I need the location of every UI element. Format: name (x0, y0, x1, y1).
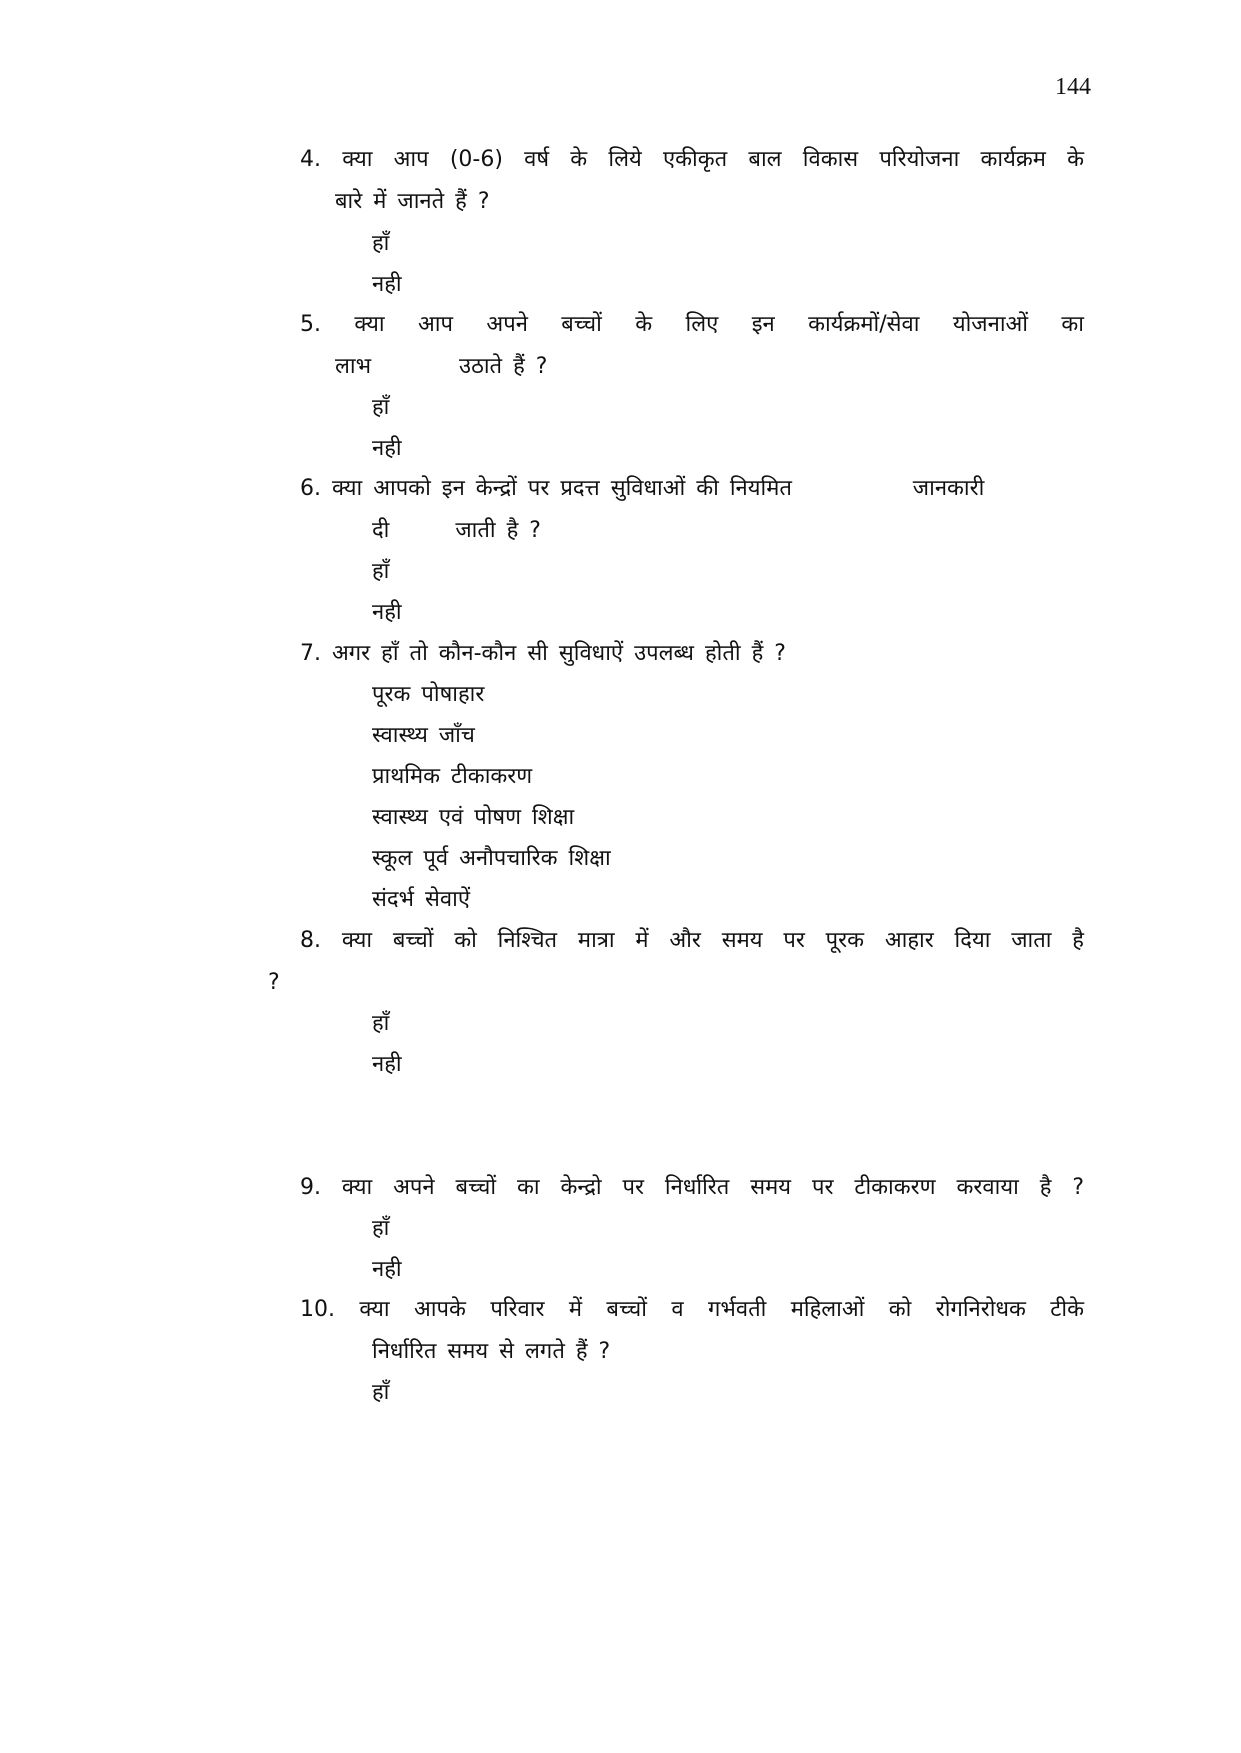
question-7-option-3: प्राथमिक टीकाकरण (372, 764, 533, 789)
question-7-option-5: स्कूल पूर्व अनौपचारिक शिक्षा (372, 846, 611, 871)
question-7-line-1: 7. अगर हाँ तो कौन-कौन सी सुविधाऐं उपलब्ध होती हैं ? (300, 641, 786, 666)
question-5-option-yes: हाँ (372, 395, 390, 420)
question-4-option-yes: हाँ (372, 231, 390, 256)
question-4-line-1: 4. क्या आप (0-6) वर्ष के लिये एकीकृत बाल विकास परियोजना कार्यक्रम के (300, 147, 1084, 172)
question-6-option-yes: हाँ (372, 559, 390, 584)
question-10-option-yes: हाँ (372, 1380, 390, 1405)
page-number: 144 (1055, 74, 1091, 100)
question-10-line-2: निर्धारित समय से लगते हैं ? (372, 1339, 611, 1364)
question-9-option-no: नही (372, 1257, 402, 1282)
question-5-line-1: 5. क्या आप अपने बच्चों के लिए इन कार्यक्रमों/सेवा योजनाओं का (300, 312, 1084, 337)
question-4-option-no: नही (372, 272, 402, 297)
question-5-option-no: नही (372, 436, 402, 461)
question-7-option-1: पूरक पोषाहार (372, 682, 485, 707)
question-6-line-2: दी जाती है ? (372, 518, 541, 543)
question-8-option-yes: हाँ (372, 1011, 390, 1036)
question-5-line-2: लाभ उठाते हैं ? (335, 354, 548, 379)
question-7-option-2: स्वास्थ्य जाँच (372, 723, 475, 748)
question-9-option-yes: हाँ (372, 1216, 390, 1241)
question-8-line-1: 8. क्या बच्चों को निश्चित मात्रा में और समय पर पूरक आहार दिया जाता है (300, 928, 1084, 953)
question-6-option-no: नही (372, 600, 402, 625)
question-7-option-6: संदर्भ सेवाऐं (372, 887, 470, 912)
question-4-line-2: बारे में जानते हैं ? (335, 189, 490, 214)
question-10-line-1: 10. क्या आपके परिवार में बच्चों व गर्भवती महिलाओं को रोगनिरोधक टीके (300, 1297, 1084, 1322)
question-7-option-4: स्वास्थ्य एवं पोषण शिक्षा (372, 805, 575, 830)
question-8-line-2: ? (268, 970, 280, 995)
question-6-line-1: 6. क्या आपको इन केन्द्रों पर प्रदत्त सुविधाओं की नियमित जानकारी (300, 476, 985, 501)
question-9-line-1: 9. क्या अपने बच्चों का केन्द्रो पर निर्धारित समय पर टीकाकरण करवाया है ? (300, 1175, 1084, 1200)
question-8-option-no: नही (372, 1052, 402, 1077)
